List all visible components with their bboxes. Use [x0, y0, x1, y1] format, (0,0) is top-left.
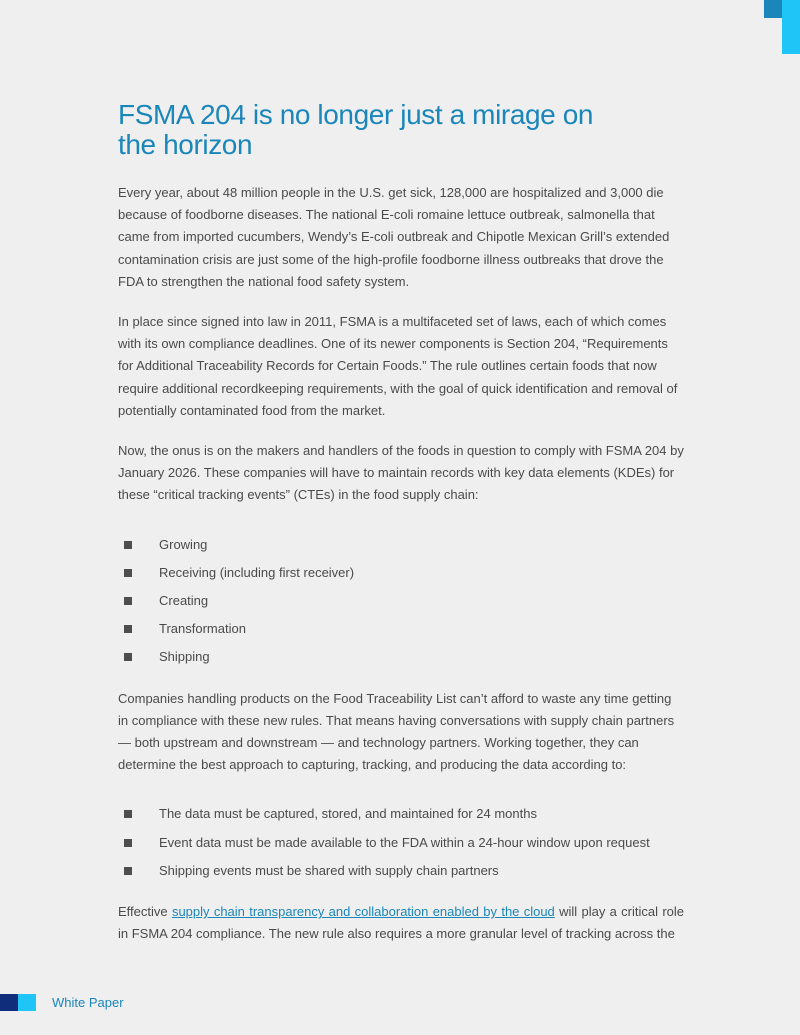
square-bullet-icon: [124, 597, 132, 605]
list-item: Shipping: [118, 643, 684, 671]
square-bullet-icon: [124, 541, 132, 549]
requirements-list: [118, 800, 684, 885]
article-body: [118, 100, 684, 963]
square-bullet-icon: [124, 569, 132, 577]
square-bullet-icon: [124, 625, 132, 633]
fsma-background-paragraph: In place since signed into law in 2011, FSMA is a multifaceted set of laws, each of which comes with its own compliance deadlines. One of its newer components is Section 204, “Requirements for Additional Traceability Records for Certain Foods.” The rule outlines certain foods that now require additional recordkeeping requirements, with the goal of quick identification and removal of potentially contaminated food from the market.: [118, 314, 678, 418]
footer-label: White Paper: [52, 995, 124, 1010]
corner-accent-dark: [764, 0, 782, 18]
list-item: Receiving (including first receiver): [118, 559, 684, 587]
footer-accent-dark: [0, 994, 18, 1011]
corner-accent-light: [782, 0, 800, 54]
list-item: Creating: [118, 587, 684, 615]
list-item: Growing: [118, 531, 684, 559]
list-item: The data must be captured, stored, and maintained for 24 months: [118, 800, 684, 828]
square-bullet-icon: [124, 867, 132, 875]
cte-list: [118, 531, 684, 672]
square-bullet-icon: [124, 653, 132, 661]
square-bullet-icon: [124, 839, 132, 847]
compliance-deadline-paragraph: Now, the onus is on the makers and handlers of the foods in question to comply with FSMA 204 by January 2026. These companies will have to maintain records with key data elements (KDEs) for these “critical tracking events” (CTEs) in the food supply chain:: [118, 443, 684, 503]
footer-accent-light: [18, 994, 36, 1011]
partners-paragraph: Companies handling products on the Food Traceability List can’t afford to waste any time getting in compliance with these new rules. That means having conversations with supply chain partners — both upstream and downstream — and technology partners. Working together, they can determine the best approach to capturing, tracking, and producing the data according to:: [118, 690, 675, 773]
cloud-paragraph: Effective supply chain transparency and collaboration enabled by the cloud will play a critical role in FSMA 204 compliance. The new rule also requires a more granular level of tracking across the: [118, 904, 684, 942]
list-item: Event data must be made available to the FDA within a 24-hour window upon request: [118, 829, 684, 857]
square-bullet-icon: [124, 810, 132, 818]
intro-paragraph: Every year, about 48 million people in the U.S. get sick, 128,000 are hospitalized and 3,000 die because of foodborne diseases. The national E-coli romaine lettuce outbreak, salmonella that came from imported cucumbers, Wendy’s E-coli outbreak and Chipotle Mexican Grill’s extended contamination crisis are just some of the high-profile foodborne illness outbreaks that drove the FDA to strengthen the national food safety system.: [118, 185, 670, 289]
list-item: Shipping events must be shared with supply chain partners: [118, 857, 684, 885]
cloud-collaboration-link[interactable]: supply chain transparency and collaboration enabled by the cloud: [171, 904, 555, 920]
list-item: Transformation: [118, 615, 684, 643]
page-title: FSMA 204 is no longer just a mirage on the horizon: [118, 99, 594, 160]
